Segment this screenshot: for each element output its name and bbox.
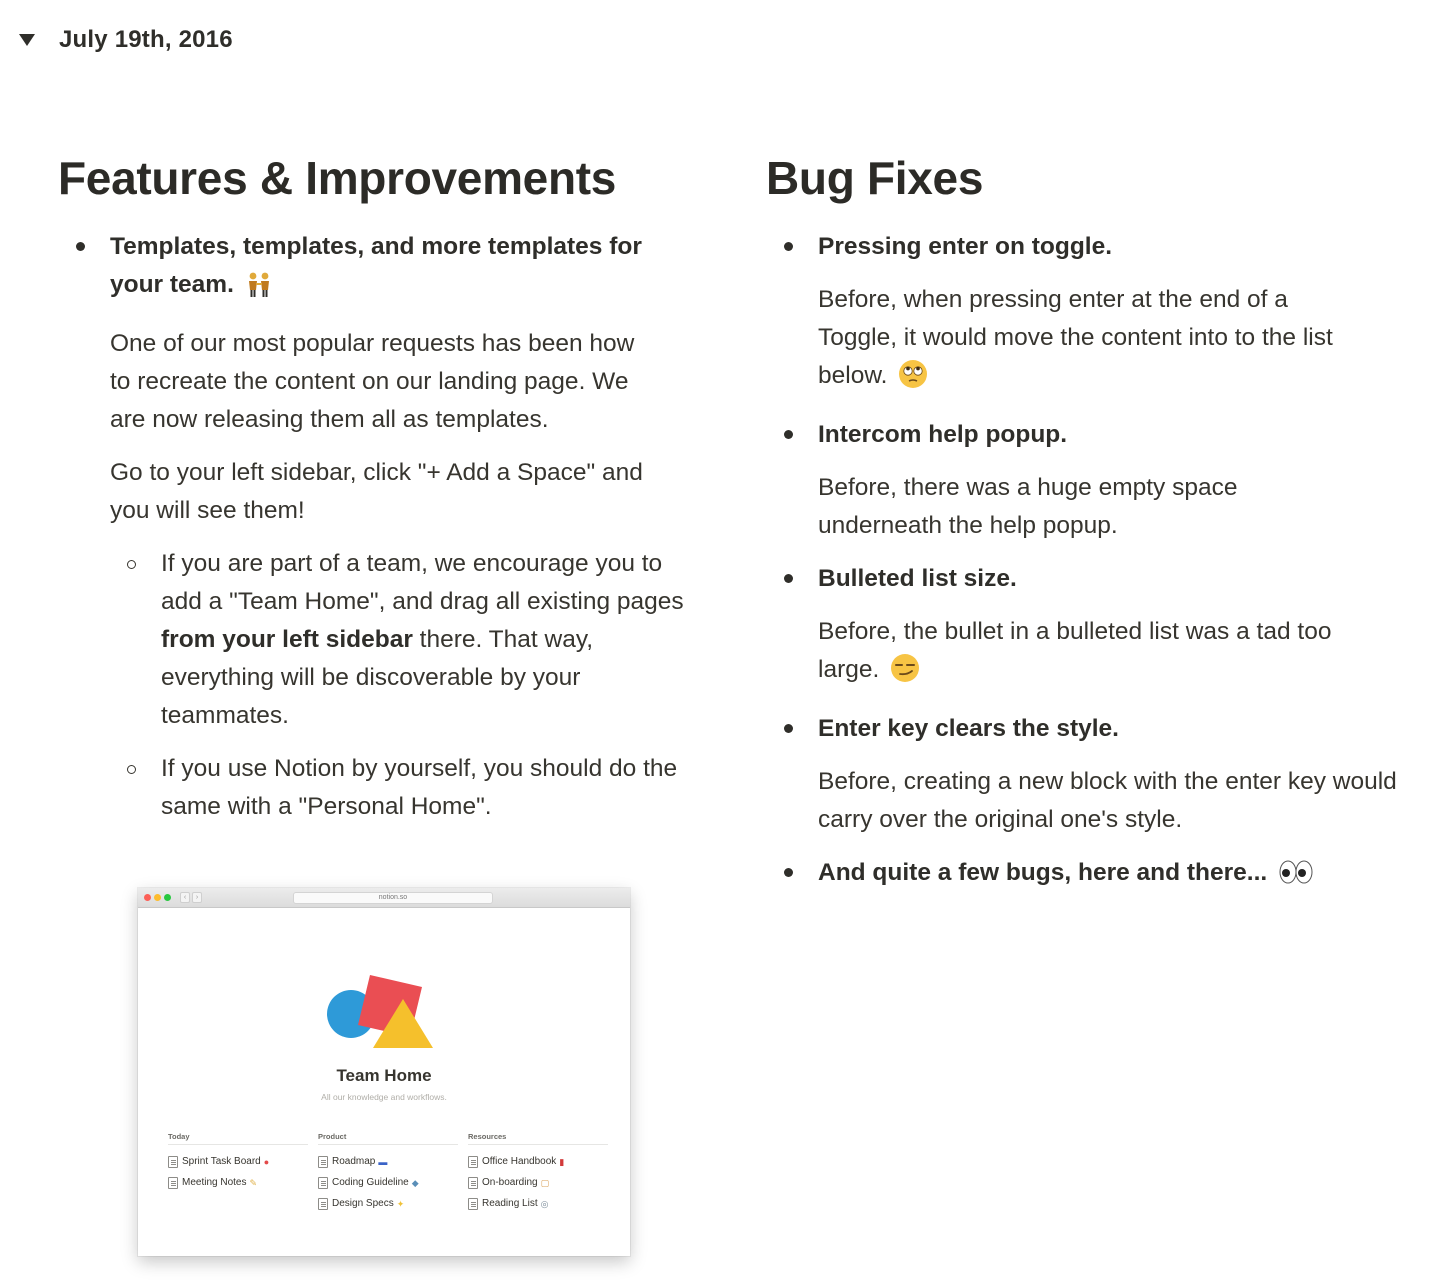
- team-home-logo-icon: [324, 972, 439, 1052]
- browser-toolbar: [138, 888, 630, 908]
- toggle-date-label: July 19th, 2016: [59, 26, 233, 53]
- page-icon: [318, 1156, 328, 1168]
- bug-fix-title: Pressing enter on toggle.: [818, 233, 1113, 260]
- page-link: Sprint Task Board ●: [168, 1151, 308, 1172]
- package-emoji-icon: ▢: [540, 1177, 550, 1188]
- bullet-icon: [784, 430, 793, 439]
- page-link: Roadmap ▬: [318, 1151, 458, 1172]
- feature-title: [110, 228, 688, 310]
- page-link: Coding Guideline ◆: [318, 1172, 458, 1193]
- sub-item-text-pre: If you are part of a team, we encourage you to add a "Team Home", and drag all existing pages: [161, 550, 684, 615]
- bug-fix-item[interactable]: [766, 710, 1406, 839]
- sub-item-text: If you use Notion by yourself, you should do the same with a "Personal Home".: [161, 755, 678, 820]
- screenshot-column-today: [168, 1132, 308, 1193]
- bug-fix-paragraph: Before, creating a new block with the enter key would carry over the original one's style.: [818, 768, 1397, 833]
- bullet-icon: [76, 242, 85, 251]
- toggle-triangle-icon[interactable]: [18, 25, 40, 55]
- car-emoji-icon: ▬: [378, 1156, 388, 1167]
- column-heading: Product: [318, 1132, 458, 1145]
- ship-emoji-icon: ◆: [411, 1177, 419, 1188]
- hollow-bullet-icon: [127, 560, 136, 569]
- screenshot-column-resources: [468, 1132, 608, 1214]
- page-icon: [168, 1156, 178, 1168]
- bug-fixes-heading: Bug Fixes: [766, 152, 984, 204]
- feature-sub-list: [110, 545, 688, 826]
- toggle-block[interactable]: [18, 24, 233, 56]
- screenshot-page-title: Team Home: [336, 1066, 432, 1085]
- page-link: Reading List ◎: [468, 1193, 608, 1214]
- bug-fix-title: Enter key clears the style.: [818, 715, 1119, 742]
- page-link: Office Handbook ▮: [468, 1151, 608, 1172]
- page-link: Design Specs ✦: [318, 1193, 458, 1214]
- bullet-icon: [784, 574, 793, 583]
- address-bar: notion.so: [293, 892, 493, 904]
- sub-list-item[interactable]: [110, 750, 690, 826]
- feature-title-line1: Templates, templates, and more templates for: [110, 233, 642, 260]
- bug-fixes-list: [766, 228, 1406, 898]
- features-list-item[interactable]: [58, 228, 688, 826]
- sub-item-text-bold: from your left sidebar: [161, 626, 413, 653]
- column-heading: Resources: [468, 1132, 608, 1145]
- page-icon: [318, 1198, 328, 1210]
- book-emoji-icon: ▮: [559, 1156, 565, 1167]
- page-link: Meeting Notes ✎: [168, 1172, 308, 1193]
- people-emoji-icon: [245, 270, 273, 310]
- glasses-emoji-icon: ◎: [540, 1198, 549, 1209]
- bug-fix-item[interactable]: [766, 560, 1406, 695]
- page-icon: [468, 1198, 478, 1210]
- team-home-screenshot: [138, 888, 630, 1256]
- bug-fix-title: And quite a few bugs, here and there...: [818, 854, 1406, 898]
- forward-icon: ›: [192, 892, 202, 903]
- page-icon: [318, 1177, 328, 1189]
- back-icon: ‹: [180, 892, 190, 903]
- bug-fixes-column: [766, 150, 1406, 913]
- bug-fix-paragraph: Before, there was a huge empty space underneath the help popup.: [818, 474, 1238, 539]
- eyes-emoji-icon: [1278, 858, 1314, 898]
- target-emoji-icon: ●: [263, 1156, 270, 1167]
- close-dot-icon: [144, 894, 151, 901]
- bug-fix-title: Intercom help popup.: [818, 421, 1068, 448]
- bug-fix-item[interactable]: [766, 854, 1406, 898]
- feature-title-line2: your team.: [110, 271, 234, 298]
- bug-fix-paragraph: Before, when pressing enter at the end of a Toggle, it would move the content into to the list below.: [818, 281, 1363, 401]
- bullet-icon: [784, 242, 793, 251]
- eye-roll-emoji-icon: [898, 359, 928, 401]
- screenshot-column-product: [318, 1132, 458, 1214]
- maximize-dot-icon: [164, 894, 171, 901]
- page-link: On-boarding ▢: [468, 1172, 608, 1193]
- hollow-bullet-icon: [127, 765, 136, 774]
- bullet-icon: [784, 724, 793, 733]
- screenshot-page-subtitle: All our knowledge and workflows.: [321, 1092, 447, 1102]
- page-icon: [468, 1156, 478, 1168]
- memo-emoji-icon: ✎: [249, 1177, 258, 1188]
- feature-paragraph-2: Go to your left sidebar, click "+ Add a Space" and you will see them!: [110, 459, 643, 524]
- bug-fix-title: Bulleted list size.: [818, 565, 1017, 592]
- smirk-emoji-icon: [890, 653, 920, 695]
- page-icon: [168, 1177, 178, 1189]
- minimize-dot-icon: [154, 894, 161, 901]
- bug-fix-item[interactable]: [766, 416, 1406, 545]
- bug-fix-item[interactable]: [766, 228, 1406, 401]
- features-list: [58, 228, 688, 826]
- features-column: [58, 150, 688, 841]
- sub-list-item[interactable]: [110, 545, 690, 735]
- features-heading: Features & Improvements: [58, 152, 617, 204]
- feature-paragraph-1: One of our most popular requests has been how to recreate the content on our landing page. We are now releasing them all as templates.: [110, 330, 635, 433]
- bug-fix-paragraph: Before, the bullet in a bulleted list was a tad too large.: [818, 613, 1398, 695]
- column-heading: Today: [168, 1132, 308, 1145]
- page-icon: [468, 1177, 478, 1189]
- sub-item-text-post: there. That way, everything will be discoverable by your teammates.: [161, 626, 594, 729]
- sparkles-emoji-icon: ✦: [396, 1198, 405, 1209]
- bullet-icon: [784, 868, 793, 877]
